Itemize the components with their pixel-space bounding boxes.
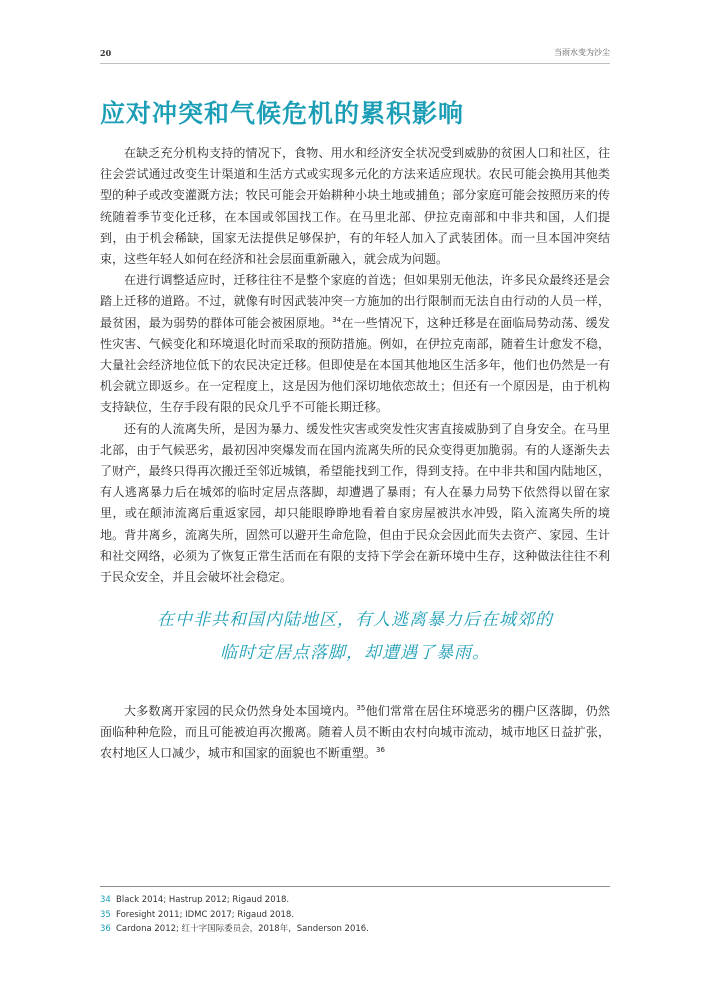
paragraph-1: 在缺乏充分机构支持的情况下，食物、用水和经济安全状况受到威胁的贫困人口和社区，往往会尝试通过改变生计渠道和生活方式或实现多元化的方法来适应现状。农民可能会换用其他类型的种子或改变灌溉方法；牧民可能会开始耕种小块土地或捕鱼；部分家庭可能会按照历来的传统随着季节变化迁移，在本国或邻国找工作。在马里北部、伊拉克南部和中非共和国，人们提到，由于机会稀缺，国家无法提供足够保护，有的年轻人加入了武装团体。而一旦本国冲突结束，这些年轻人如何在经济和社会层面重新融入，就会成为问题。 xyxy=(100,146,610,267)
pull-quote xyxy=(100,604,610,670)
footnote-36 xyxy=(100,922,610,937)
footnote-text: Cardona 2012; 红十字国际委员会，2018年，Sanderson 2016. xyxy=(116,924,369,934)
footnote-divider xyxy=(100,886,610,887)
footnote-34 xyxy=(100,893,610,908)
section-heading: 应对冲突和气候危机的累积影响 xyxy=(100,99,465,128)
footnote-number: 35 xyxy=(100,909,111,920)
paragraph-4: 大多数离开家园的民众仍然身处本国境内。$^{35}$他们常常在居住环境恶劣的棚户区落脚，仍然面临种种危险，而且可能被迫再次搬离。随着人员不断由农村向城市流动，城市地区日益扩张，农村地区人口减少，城市和国家的面貌也不断重塑。$^{36}$ xyxy=(100,704,610,761)
page-number: 20 xyxy=(100,48,112,58)
footnote-ref-34[interactable]: 34 xyxy=(332,315,342,324)
footnote-text: Black 2014; Hastrup 2012; Rigaud 2018. xyxy=(116,895,290,905)
footnote-number: 34 xyxy=(100,895,111,905)
page-header xyxy=(100,44,610,64)
paragraph-2: 在进行调整适应时，迁移往往不是整个家庭的首选；但如果别无他法，许多民众最终还是会踏上迁移的道路。不过，就像有时因武装冲突一方施加的出行限制而无法自由行动的人员一样，最贫困，最为弱势的群体可能会被困原地。$^{34}$在一些情况下，这种迁移是在面临局势动荡、缓发性灾害、气候变化和环境退化时而采取的预防措施。例如，在伊拉克南部，随着生计愈发不稳，大量社会经济地位低下的农民决定迁移。但即使是在本国其他地区生活多年，他们也仍然是一有机会就立即返乡。在一定程度上，这是因为他们深切地依恋故土；但还有一个原因是，由于机构支持缺位，生存手段有限的民众几乎不可能长期迁移。 xyxy=(100,273,610,415)
pull-quote-line-2: 临时定居点落脚，却遭遇了暴雨。 xyxy=(220,643,490,663)
tail-body xyxy=(100,701,610,765)
footnote-number: 36 xyxy=(100,924,111,934)
footnotes xyxy=(100,893,610,937)
paragraph-3: 还有的人流离失所，是因为暴力、缓发性灾害或突发性灾害直接威胁到了自身安全。在马里北部，由于气候恶劣，最初因冲突爆发而在国内流离失所的民众变得更加脆弱。有的人逐渐失去了财产，最终只得再次搬迁至邻近城镇，希望能找到工作，得到支持。在中非共和国内陆地区，有人逃离暴力后在城郊的临时定居点落脚，却遭遇了暴雨；有人在暴力局势下依然得以留在家里，或在颠沛流离后重返家园，却只能眼睁睁地看着自家房屋被洪水冲毁，陷入流离失所的境地。背井离乡，流离失所，固然可以避开生命危险，但由于民众会因此而失去资产、家园、生计和社交网络，必须为了恢复正常生活而在有限的支持下学会在新环境中生存，这种做法往往不利于民众安全，并且会破坏社会稳定。 xyxy=(100,421,610,585)
main-body xyxy=(100,143,610,588)
footnote-ref-36[interactable]: 36 xyxy=(376,746,385,755)
footnote-35 xyxy=(100,908,610,923)
pull-quote-line-1: 在中非共和国内陆地区，有人逃离暴力后在城郊的 xyxy=(157,610,553,630)
footnote-text: Foresight 2011; IDMC 2017; Rigaud 2018. xyxy=(116,909,295,920)
footnote-ref-35[interactable]: 35 xyxy=(356,704,366,712)
running-title: 当雨水变为沙尘 xyxy=(554,48,610,57)
